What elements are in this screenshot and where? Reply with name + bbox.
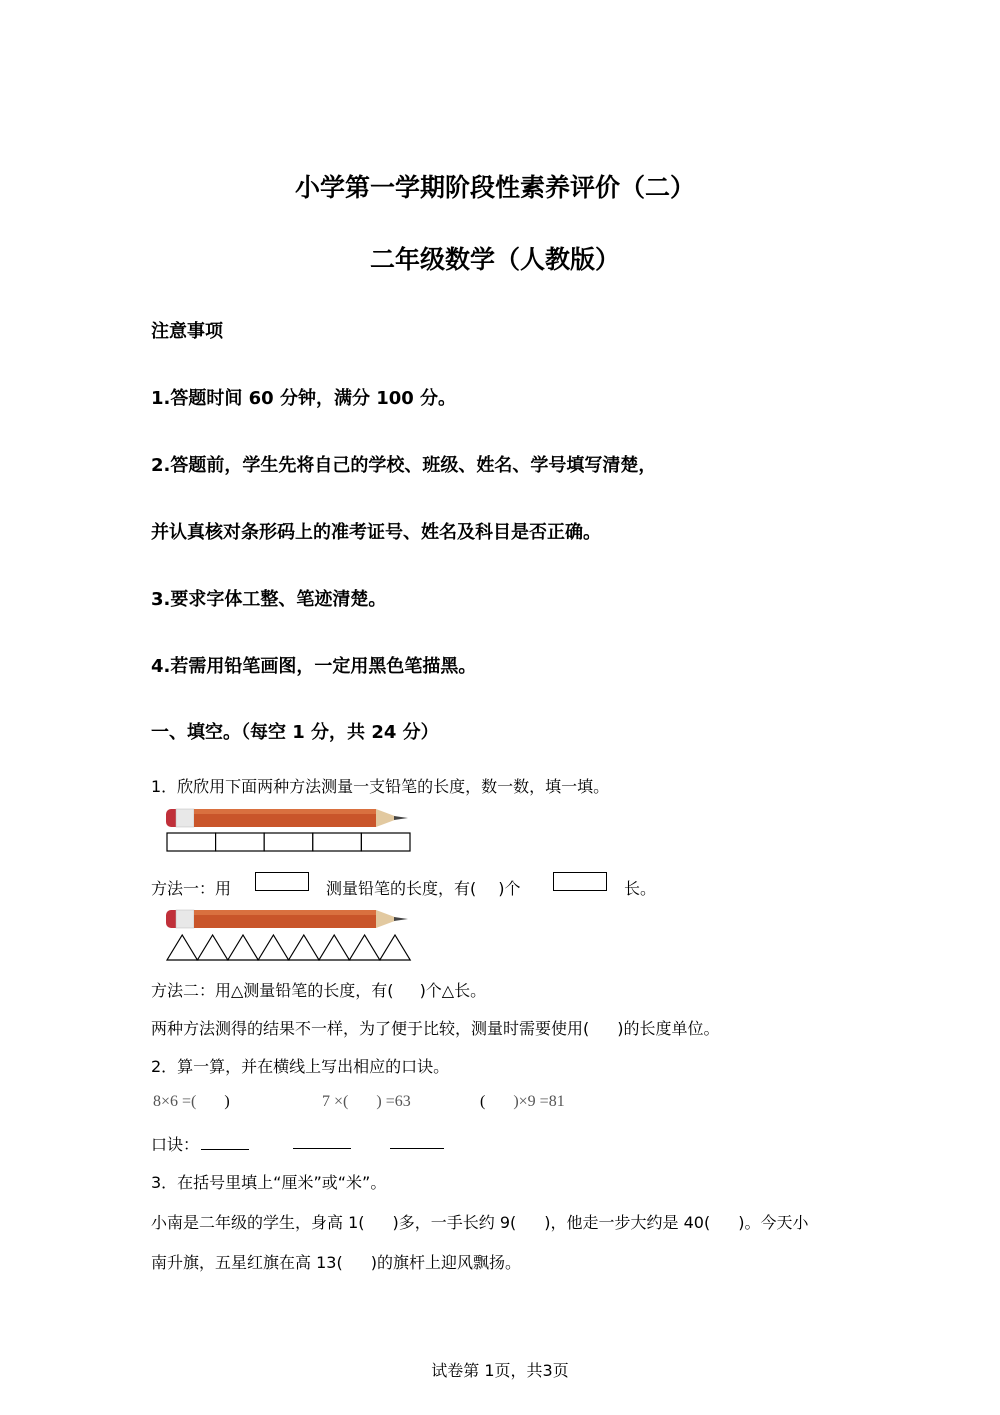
exam-subtitle: 二年级数学（人教版） bbox=[369, 245, 620, 274]
q3-line1-a: 小南是二年级的学生，身高 1( bbox=[151, 1213, 365, 1232]
rectangle-unit bbox=[361, 833, 410, 851]
question-3-stem: 3．在括号里填上“厘米”或“米”。 bbox=[151, 1173, 387, 1192]
pencil-with-triangles-figure bbox=[164, 906, 414, 964]
equation-3-text-a: ( bbox=[480, 1093, 486, 1110]
method-2-text-a: 方法二：用△测量铅笔的长度，有( bbox=[151, 981, 394, 1000]
triangle-unit bbox=[228, 935, 258, 960]
equation-2 bbox=[322, 1093, 411, 1111]
equation-3 bbox=[480, 1093, 565, 1111]
equation-1-text-b: ) bbox=[224, 1093, 230, 1110]
q3-line1-d: )。今天小 bbox=[738, 1213, 809, 1232]
triangle-unit bbox=[319, 935, 349, 960]
equation-1-text-a: 8×6 =( bbox=[153, 1093, 197, 1110]
equation-1 bbox=[153, 1093, 230, 1111]
triangle-unit bbox=[380, 935, 410, 960]
exam-title: 小学第一学期阶段性素养评价（二） bbox=[294, 173, 695, 202]
notes-heading: 注意事项 bbox=[151, 321, 223, 342]
rectangle-unit-symbol-2 bbox=[553, 872, 607, 891]
question-1-stem: 1．欣欣用下面两种方法测量一支铅笔的长度，数一数，填一填。 bbox=[151, 777, 610, 796]
page-footer: 试卷第 1页，共3页 bbox=[431, 1361, 569, 1380]
equation-2-text-b: ) =63 bbox=[376, 1093, 411, 1110]
triangle-unit bbox=[167, 935, 197, 960]
q3-line2-a: 南升旗，五星红旗在高 13( bbox=[151, 1253, 343, 1272]
q3-line1-c: )，他走一步大约是 40( bbox=[544, 1213, 711, 1232]
method-2-line bbox=[151, 978, 486, 1001]
equation-2-text-a: 7 ×( bbox=[322, 1093, 349, 1110]
note-item-4: 4.若需用铅笔画图，一定用黑色笔描黑。 bbox=[151, 656, 477, 677]
rectangle-units-row bbox=[167, 833, 410, 851]
pencil-illustration bbox=[166, 809, 408, 827]
rectangle-unit bbox=[216, 833, 265, 851]
question-3-line-2 bbox=[151, 1250, 521, 1273]
method-1-text-c: )个 bbox=[498, 879, 521, 898]
conclusion-text-a: 两种方法测得的结果不一样，为了便于比较，测量时需要使用( bbox=[151, 1019, 590, 1038]
note-item-3: 3.要求字体工整、笔迹清楚。 bbox=[151, 589, 387, 610]
rectangle-unit bbox=[313, 833, 362, 851]
triangle-units-row bbox=[167, 935, 410, 960]
method-1-text-a: 方法一：用 bbox=[151, 879, 232, 898]
section-heading: 一、填空。（每空 1 分，共 24 分） bbox=[151, 722, 439, 743]
pencil-illustration-2 bbox=[166, 910, 408, 928]
triangle-unit bbox=[289, 935, 319, 960]
mnemonic-blank-1[interactable] bbox=[201, 1133, 249, 1150]
mnemonic-blank-2[interactable] bbox=[293, 1132, 351, 1149]
mnemonic-blank-3[interactable] bbox=[390, 1132, 444, 1149]
mnemonic-label: 口诀： bbox=[151, 1135, 200, 1154]
question-2-stem: 2．算一算，并在横线上写出相应的口诀。 bbox=[151, 1057, 450, 1076]
equation-3-text-b: )×9 =81 bbox=[513, 1093, 565, 1110]
method-1-middle bbox=[326, 876, 521, 899]
q3-line2-b: )的旗杆上迎风飘扬。 bbox=[370, 1253, 521, 1272]
q3-line1-b: )多，一手长约 9( bbox=[392, 1213, 517, 1232]
conclusion-line bbox=[151, 1016, 720, 1039]
rectangle-unit bbox=[167, 833, 216, 851]
triangle-unit bbox=[197, 935, 227, 960]
method-2-text-b: )个△长。 bbox=[419, 981, 487, 1000]
rectangle-unit bbox=[264, 833, 313, 851]
method-1-text-b: 测量铅笔的长度，有( bbox=[326, 879, 477, 898]
rectangle-unit-symbol bbox=[255, 872, 309, 891]
triangle-unit bbox=[349, 935, 379, 960]
note-item-2: 2.答题前，学生先将自己的学校、班级、姓名、学号填写清楚， bbox=[151, 455, 657, 476]
method-1-text-d: 长。 bbox=[624, 879, 657, 898]
note-item-2-continued: 并认真核对条形码上的准考证号、姓名及科目是否正确。 bbox=[151, 522, 601, 543]
mnemonic-line bbox=[151, 1132, 249, 1155]
question-3-line-1 bbox=[151, 1210, 808, 1233]
pencil-with-rectangles-figure bbox=[164, 804, 414, 854]
note-item-1: 1.答题时间 60 分钟，满分 100 分。 bbox=[151, 388, 457, 409]
conclusion-text-b: )的长度单位。 bbox=[617, 1019, 720, 1038]
method-1-line bbox=[151, 876, 231, 899]
triangle-unit bbox=[258, 935, 288, 960]
